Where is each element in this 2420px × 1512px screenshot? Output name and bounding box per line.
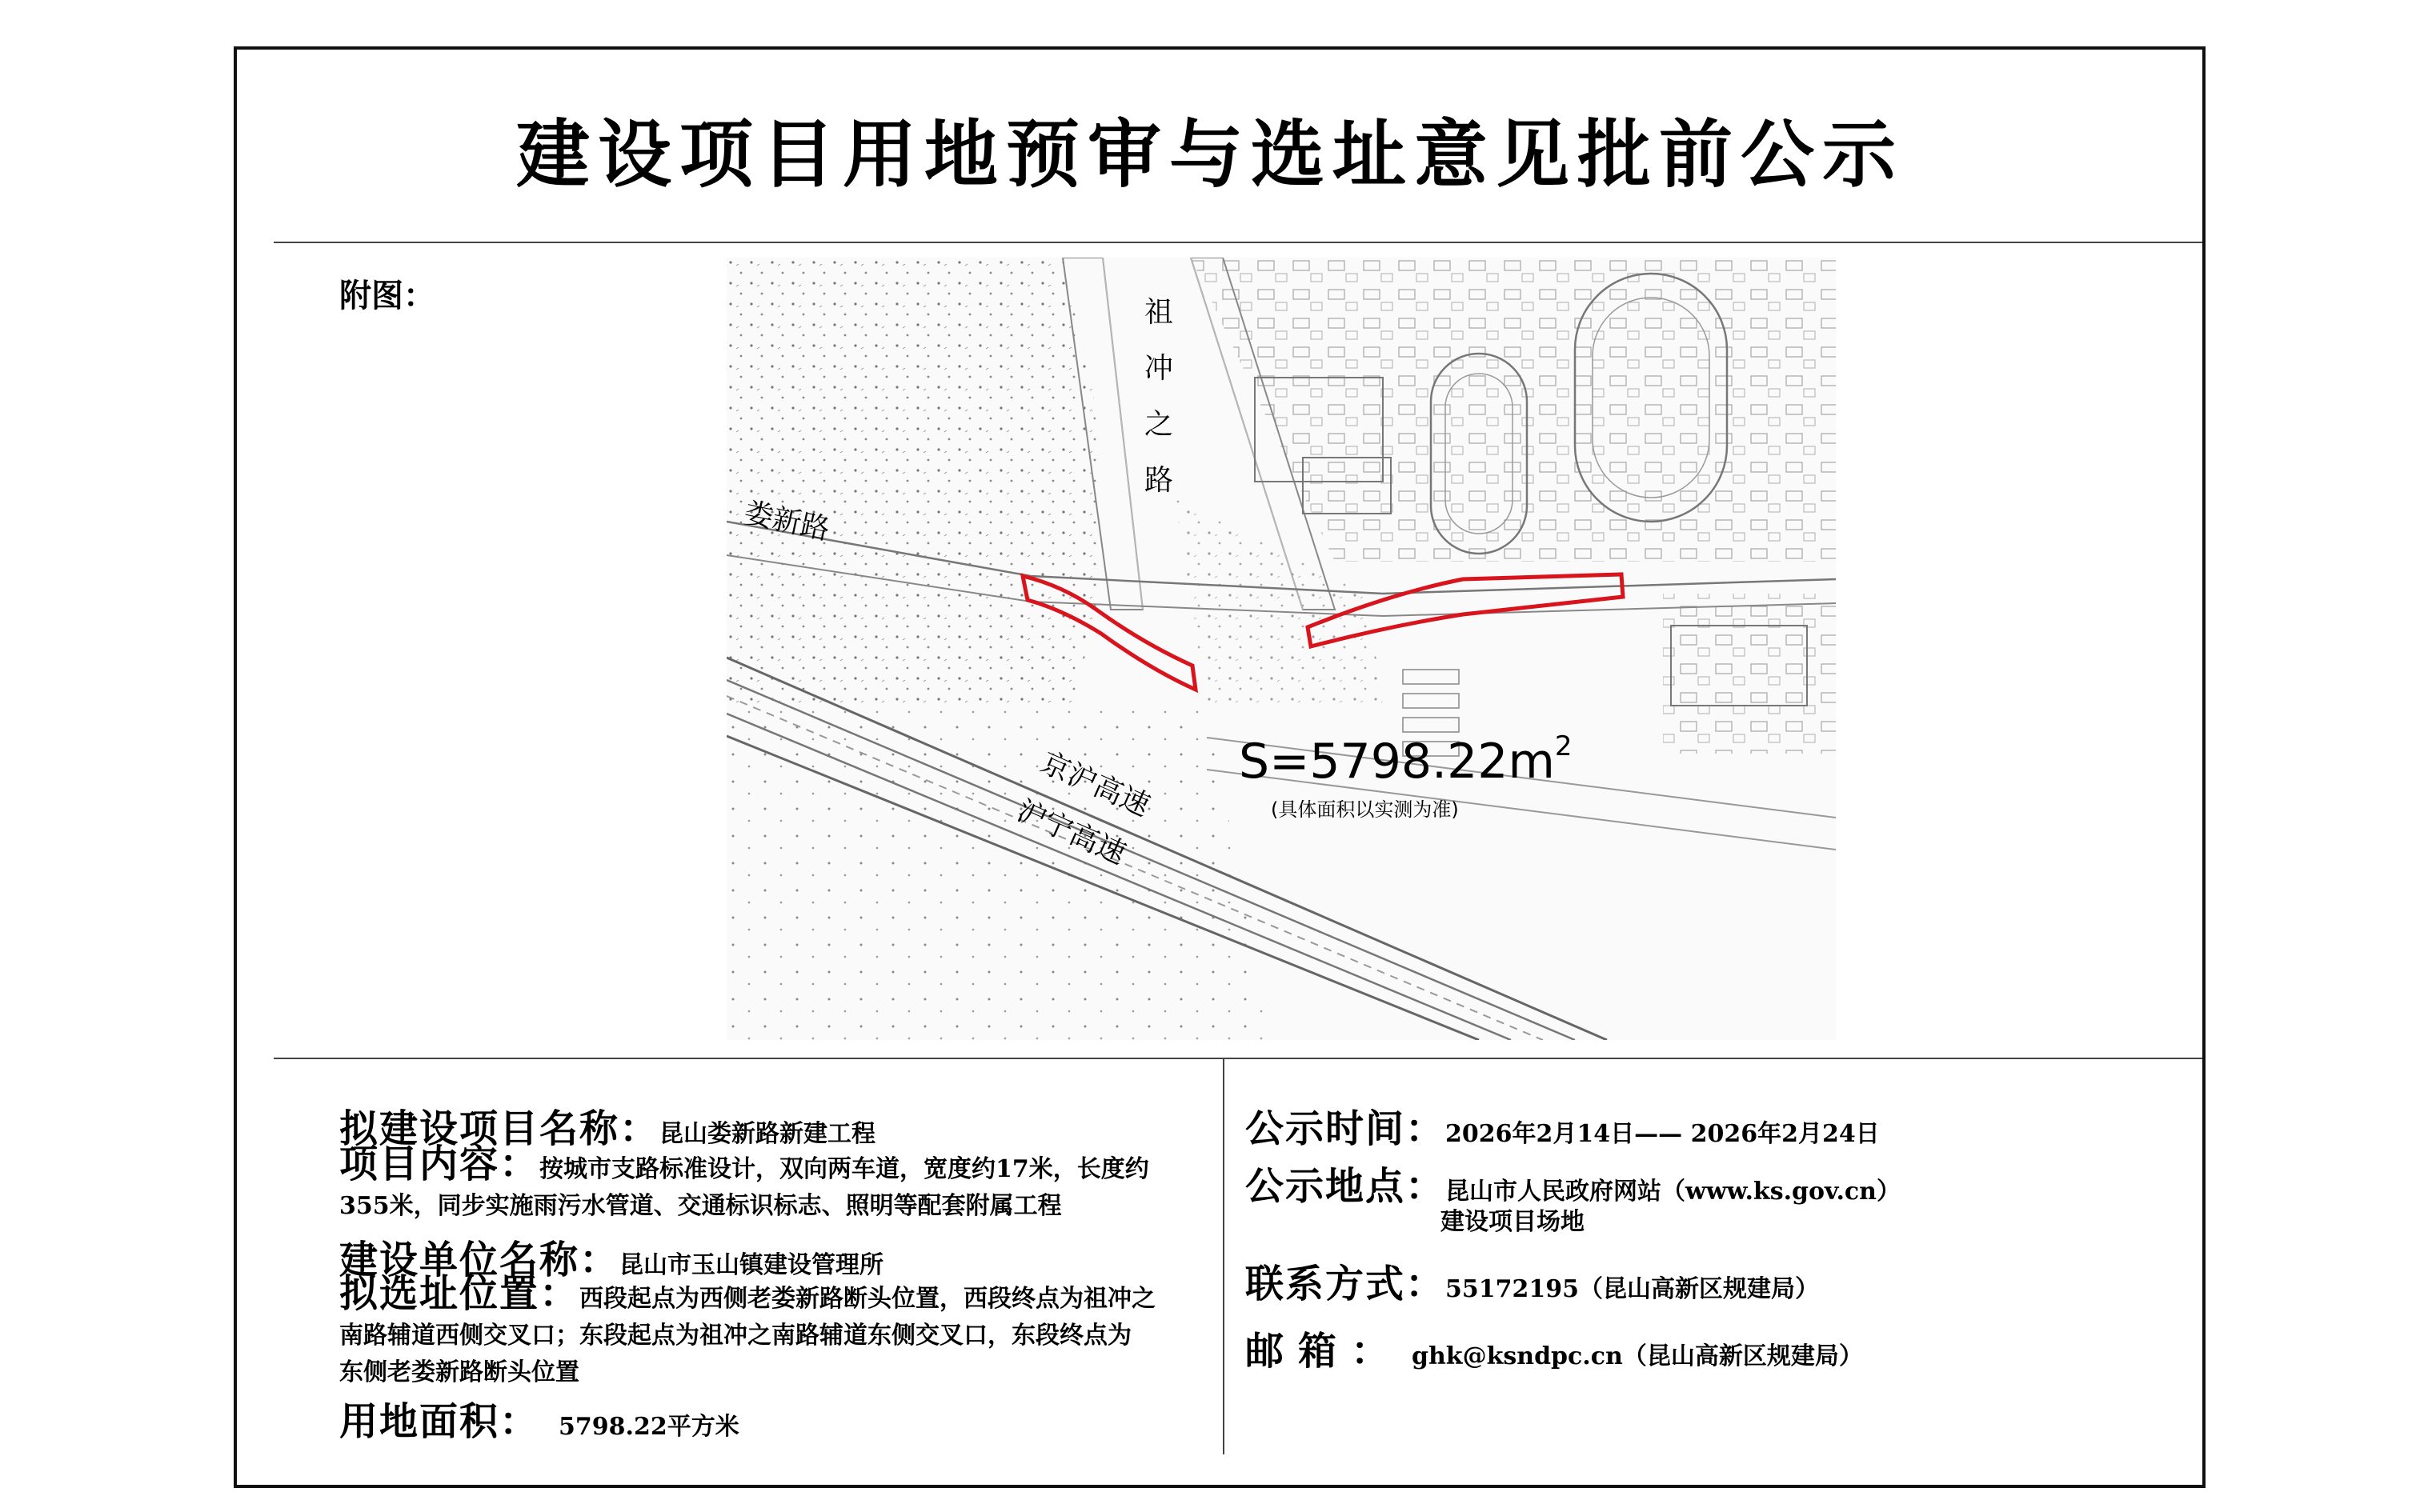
site-location-value-2: 南路辅道西侧交叉口；东段起点为祖冲之南路辅道东侧交叉口，东段终点为 [339,1322,1132,1350]
unit-label: 建设单位名称： [339,1238,620,1282]
contact-row [1245,1253,1819,1308]
notice-place-label: 公示地点： [1245,1164,1446,1209]
notice-place-value-2: 建设项目场地 [1440,1208,1585,1236]
label-louxin: 娄新路 [741,496,833,547]
site-location-value-3: 东侧老娄新路断头位置 [339,1358,579,1386]
vegetation-southwest [727,706,1271,1040]
contact-label: 联系方式： [1245,1262,1446,1306]
figure-label: 附图： [339,277,435,314]
area-note: (具体面积以实测为准) [1271,798,1459,821]
label-jinghu: 京沪高速 [1036,746,1155,823]
page-title: 建设项目用地预审与选址意见批前公示 [515,111,1904,198]
site-location-row [339,1272,1204,1391]
land-area-value: 5798.22平方米 [559,1413,739,1441]
label-zuchongzhi-2: 冲 [1144,352,1174,385]
email-label: 邮箱： [1245,1329,1404,1374]
divider-middle [274,1058,2202,1059]
land-area-row [339,1390,739,1446]
notice-time-label: 公示时间： [1245,1106,1446,1151]
project-name-value: 昆山娄新路新建工程 [659,1120,876,1148]
unit-value: 昆山市玉山镇建设管理所 [619,1251,884,1279]
area-label: $S=5798.22m^2$ [1239,730,1573,790]
label-zuchongzhi-4: 路 [1144,464,1174,497]
notice-time-value: 2026年2月14日—— 2026年2月24日 [1445,1120,1880,1148]
project-content-value-1: 按城市支路标准设计，双向两车道，宽度约17米，长度约 [539,1155,1149,1183]
land-area-label: 用地面积： [339,1399,540,1444]
project-name-label: 拟建设项目名称： [339,1106,660,1151]
buildings-east [1663,594,1836,754]
label-zuchongzhi-1: 祖 [1144,296,1174,329]
notice-place-value-1: 昆山市人民政府网站（www.ks.gov.cn） [1445,1178,1901,1206]
divider-vertical [1223,1059,1224,1454]
label-zuchongzhi-3: 之 [1144,408,1174,441]
vegetation-west [727,258,1103,706]
email-row [1245,1320,1863,1375]
project-content-label: 项目内容： [339,1142,540,1186]
divider-top [274,242,2202,243]
notice-time-row [1245,1098,1880,1153]
site-location-label: 拟选址位置： [339,1271,580,1316]
site-location-value-1: 西段起点为西侧老娄新路断头位置，西段终点为祖冲之 [579,1285,1156,1313]
project-content-value-2: 355米，同步实施雨污水管道、交通标识标志、照明等配套附属工程 [339,1192,1062,1220]
project-content-row [339,1142,1188,1225]
label-huning: 沪宁高速 [1012,794,1131,871]
contact-value: 55172195（昆山高新区规建局） [1445,1275,1820,1303]
site-map [727,258,1836,1040]
email-value: ghk@ksndpc.cn（昆山高新区规建局） [1412,1342,1863,1370]
